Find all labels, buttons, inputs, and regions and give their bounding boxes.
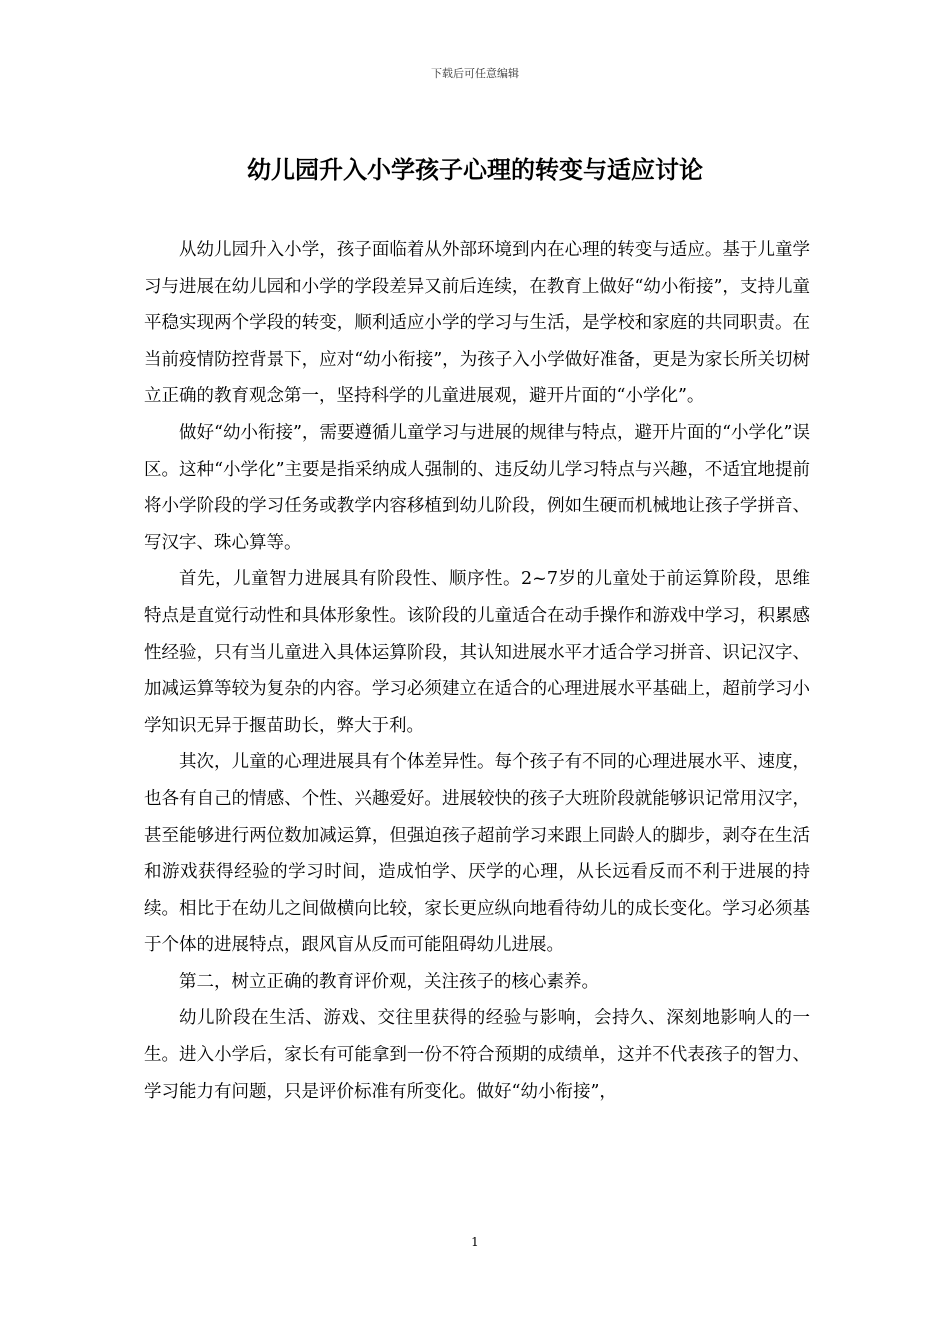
- paragraph: 首先，儿童智力进展具有阶段性、顺序性。2~7岁的儿童处于前运算阶段，思维特点是直觉行动性和具体形象性。该阶段的儿童适合在动手操作和游戏中学习，积累感性经验，只有当儿童进入具体运算阶段，其认知进展水平才适合学习拼音、识记汉字、加减运算等较为复杂的内容。学习必须建立在适合的心理进展水平基础上，超前学习小学知识无异于揠苗助长，弊大于利。: [144, 569, 810, 736]
- header-note: 下载后可任意编辑: [431, 67, 519, 80]
- paragraph: 做好“幼小衔接”，需要遵循儿童学习与进展的规律与特点，避开片面的“小学化”误区。这种“小学化”主要是指采纳成人强制的、违反幼儿学习特点与兴趣，不适宜地提前将小学阶段的学习任务或教学内容移植到幼儿阶段，例如生硬而机械地让孩子学拼音、写汉字、珠心算等。: [144, 422, 810, 553]
- paragraph: 从幼儿园升入小学，孩子面临着从外部环境到内在心理的转变与适应。基于儿童学习与进展在幼儿园和小学的学段差异又前后连续，在教育上做好“幼小衔接”，支持儿童平稳实现两个学段的转变，顺利适应小学的学习与生活，是学校和家庭的共同职责。在当前疫情防控背景下，应对“幼小衔接”，为孩子入小学做好准备，更是为家长所关切树立正确的教育观念第一，坚持科学的儿童进展观，避开片面的“小学化”。: [144, 240, 810, 407]
- paragraph: 其次，儿童的心理进展具有个体差异性。每个孩子有不同的心理进展水平、速度，也各有自己的情感、个性、兴趣爱好。进展较快的孩子大班阶段就能够识记常用汉字，甚至能够进行两位数加减运算，但强迫孩子超前学习来跟上同龄人的脚步，剥夺在生活和游戏获得经验的学习时间，造成怕学、厌学的心理，从长远看反而不利于进展的持续。相比于在幼儿之间做横向比较，家长更应纵向地看待幼儿的成长变化。学习必须基于个体的进展特点，跟风盲从反而可能阻碍幼儿进展。: [144, 752, 810, 956]
- paragraph: 幼儿阶段在生活、游戏、交往里获得的经验与影响，会持久、深刻地影响人的一生。进入小学后，家长有可能拿到一份不符合预期的成绩单，这并不代表孩子的智力、学习能力有问题，只是评价标准有所变化。做好“幼小衔接”，: [144, 1008, 810, 1102]
- document-body: [144, 232, 810, 1110]
- page-number: 1: [471, 1235, 479, 1249]
- paragraph: 第二，树立正确的教育评价观，关注孩子的核心素养。: [179, 971, 599, 992]
- document-title: 幼儿园升入小学孩子心理的转变与适应讨论: [247, 156, 703, 184]
